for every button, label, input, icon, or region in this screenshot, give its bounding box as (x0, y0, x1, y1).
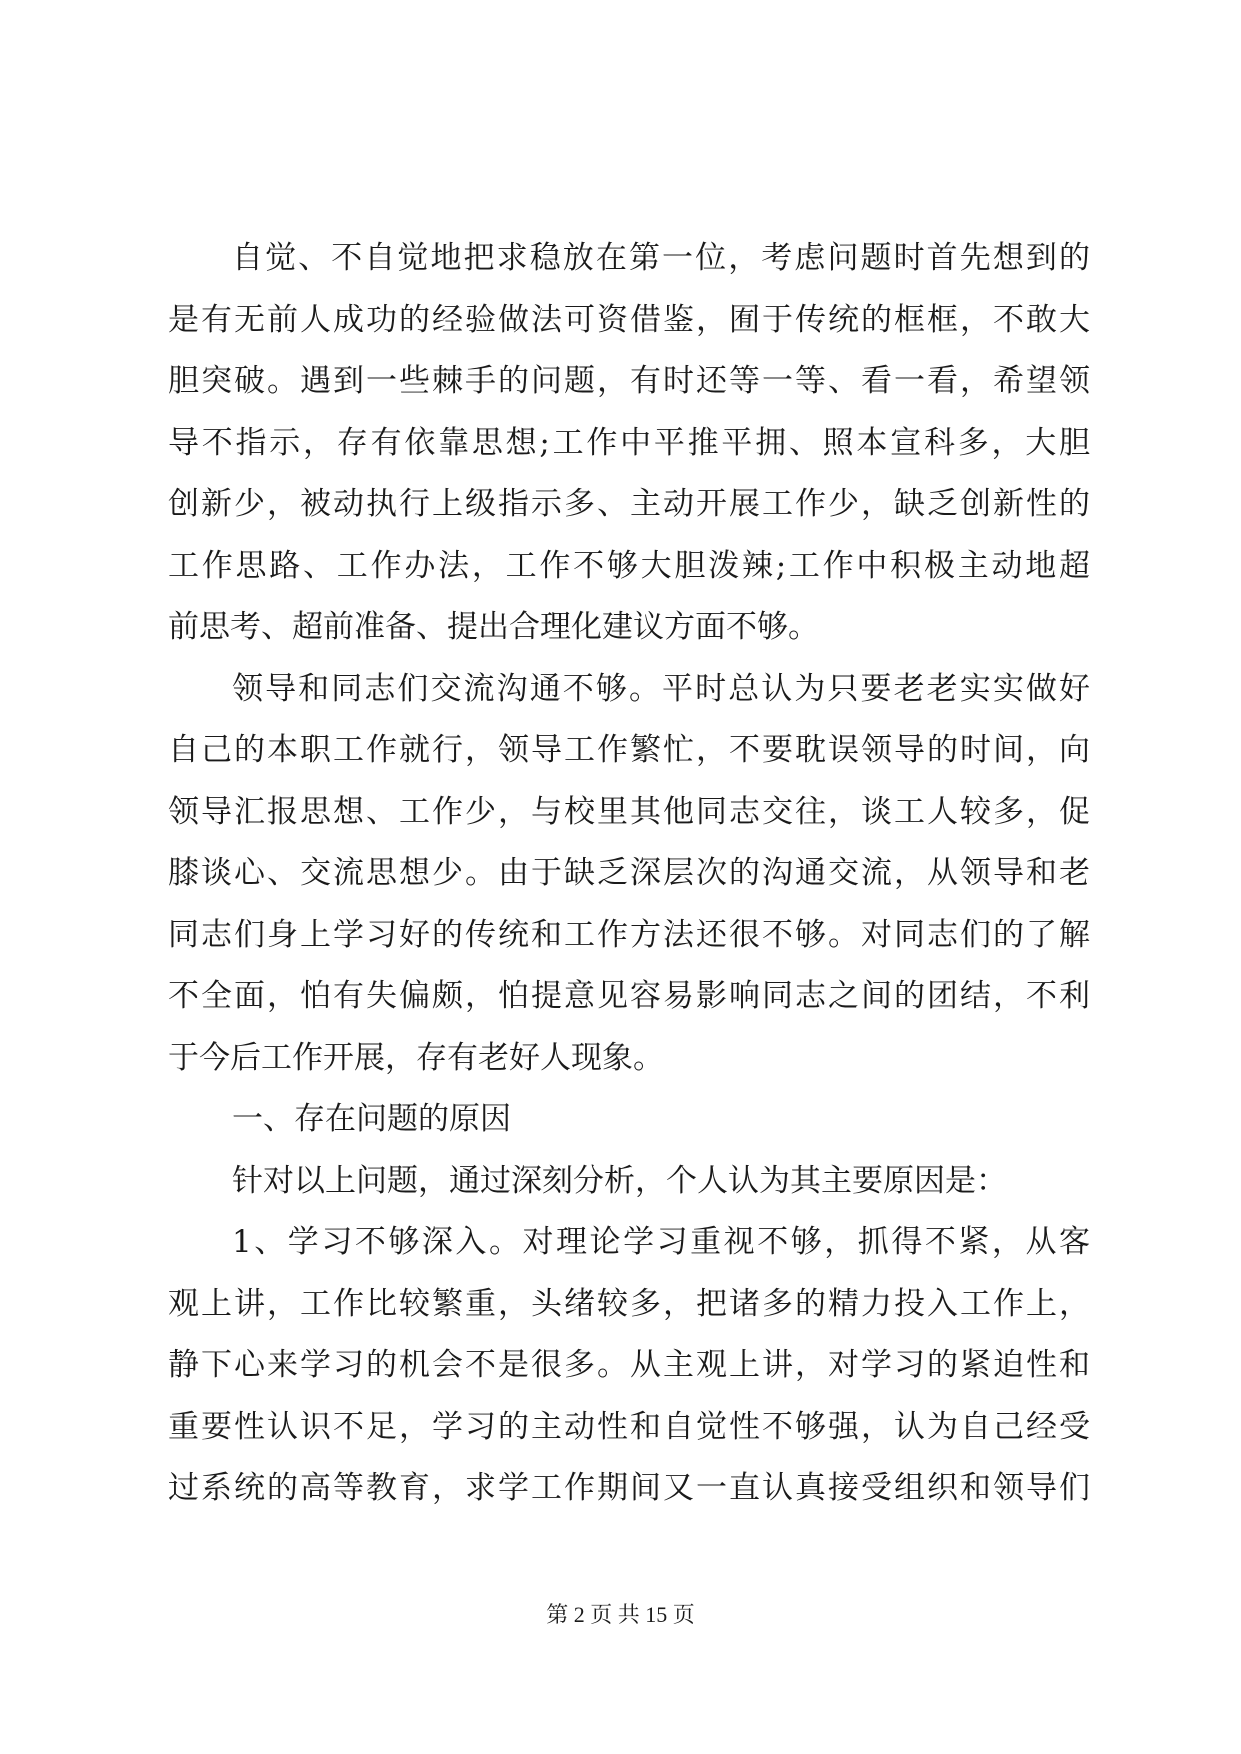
text-line: 胆突破。遇到一些棘手的问题，有时还等一等、看一看，希望领 (168, 363, 1090, 399)
text-line: 导不指示，存有依靠思想;工作中平推平拥、照本宣科多，大胆 (168, 424, 1090, 461)
text-line: 针对以上问题，通过深刻分析，个人认为其主要原因是： (232, 1162, 1007, 1199)
text-line: 1、学习不够深入。对理论学习重视不够，抓得不紧，从客 (232, 1224, 1090, 1260)
text-line: 领导和同志们交流沟通不够。平时总认为只要老老实实做好 (232, 670, 1090, 707)
text-line: 领导汇报思想、工作少，与校里其他同志交往，谈工人较多，促 (168, 793, 1090, 830)
text-line: 不全面，怕有失偏颇，怕提意见容易影响同志之间的团结，不利 (168, 978, 1090, 1014)
text-line: 自己的本职工作就行，领导工作繁忙，不要耽误领导的时间，向 (168, 732, 1090, 768)
text-line: 前思考、超前准备、提出合理化建议方面不够。 (168, 609, 819, 645)
text-line: 过系统的高等教育，求学工作期间又一直认真接受组织和领导们 (168, 1470, 1090, 1506)
text-line: 自觉、不自觉地把求稳放在第一位，考虑问题时首先想到的 (232, 240, 1090, 276)
text-line: 同志们身上学习好的传统和工作方法还很不够。对同志们的了解 (168, 916, 1090, 953)
section-heading: 一、存在问题的原因 (232, 1101, 511, 1137)
text-line: 于今后工作开展，存有老好人现象。 (168, 1039, 664, 1076)
text-line: 创新少，被动执行上级指示多、主动开展工作少，缺乏创新性的 (168, 486, 1090, 522)
text-line: 静下心来学习的机会不是很多。从主观上讲，对学习的紧迫性和 (168, 1347, 1090, 1383)
text-line: 重要性认识不足，学习的主动性和自觉性不够强，认为自己经受 (168, 1408, 1090, 1445)
page-number-footer: 第 2 页 共 15 页 (546, 1602, 695, 1627)
text-line: 工作思路、工作办法，工作不够大胆泼辣;工作中积极主动地超 (168, 547, 1090, 584)
text-line: 是有无前人成功的经验做法可资借鉴，囿于传统的框框，不敢大 (168, 301, 1090, 338)
text-line: 膝谈心、交流思想少。由于缺乏深层次的沟通交流，从领导和老 (168, 855, 1090, 891)
body-text (168, 228, 1090, 1520)
text-line: 观上讲，工作比较繁重，头绪较多，把诸多的精力投入工作上， (168, 1285, 1090, 1322)
